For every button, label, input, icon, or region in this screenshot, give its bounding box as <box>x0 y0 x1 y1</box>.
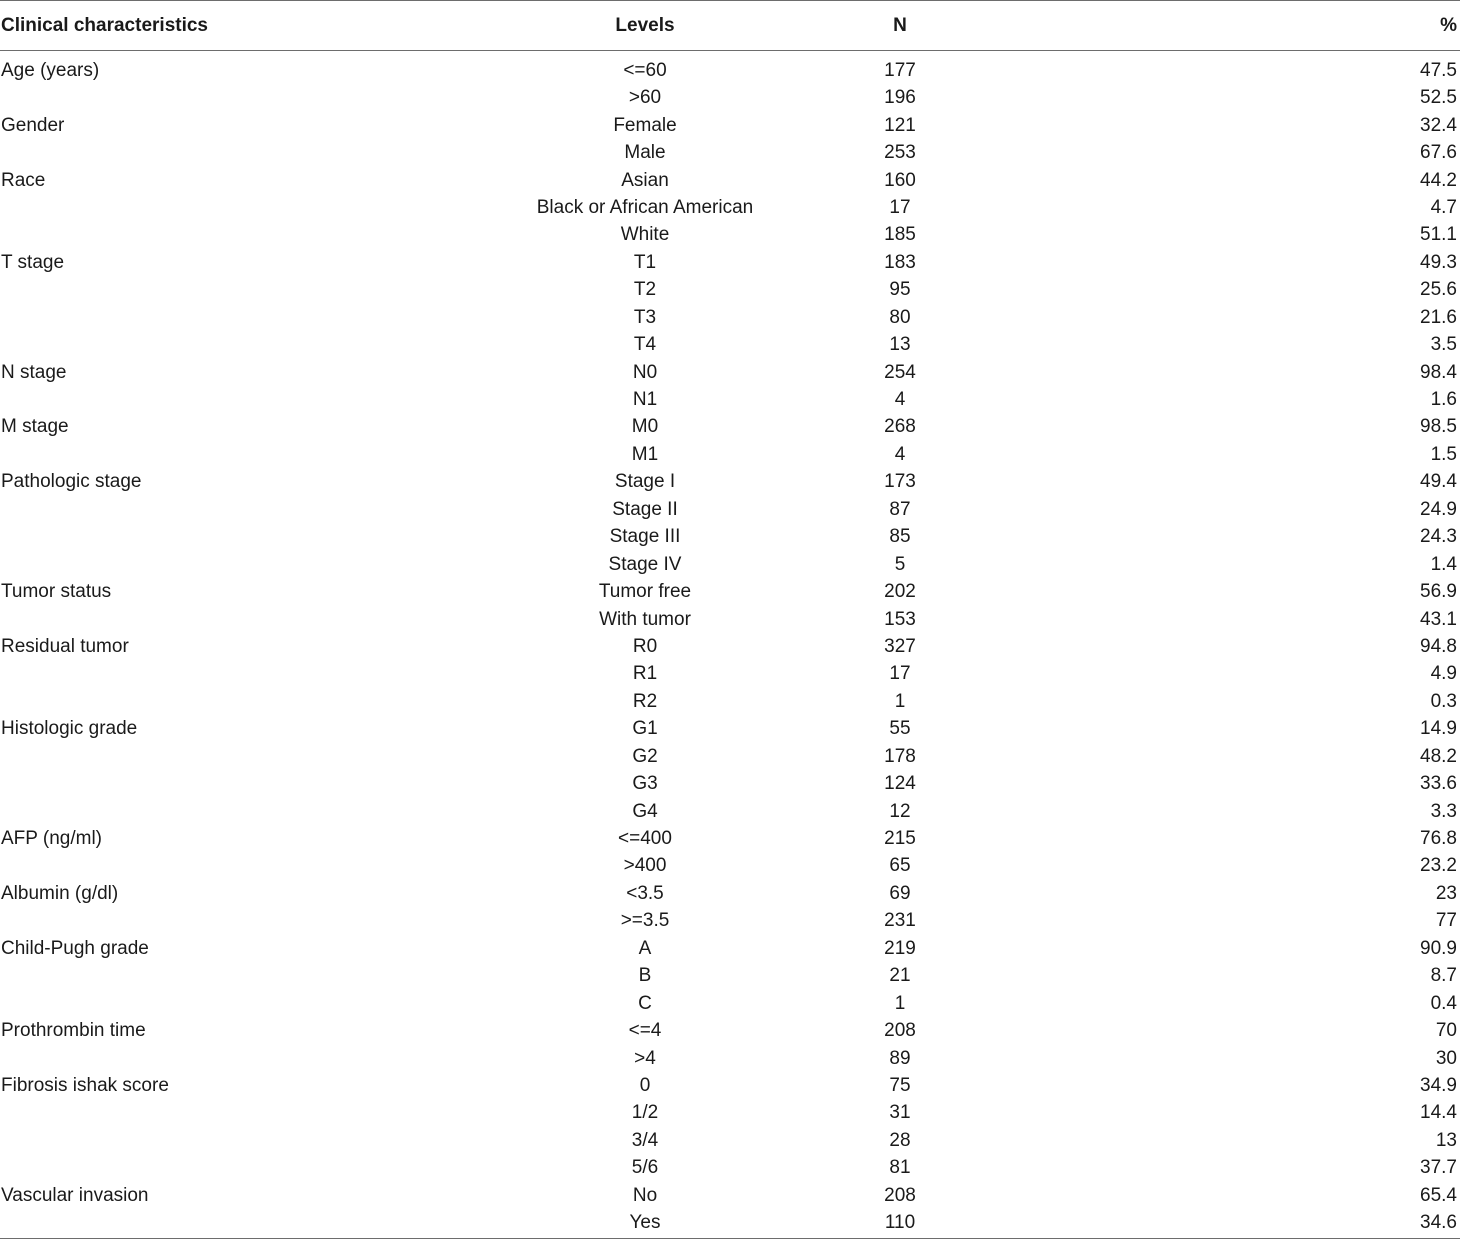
cell-n: 5 <box>894 553 906 575</box>
table-row <box>0 825 1460 852</box>
cell-n: 28 <box>889 1129 911 1151</box>
cell-characteristic: Age (years) <box>1 60 100 81</box>
cell-n: 4 <box>894 389 906 411</box>
cell-level: With tumor <box>599 608 691 630</box>
cell-characteristic: M stage <box>1 416 69 438</box>
cell-characteristic: Residual tumor <box>1 635 129 657</box>
cell-n: 65 <box>889 855 911 877</box>
table-row <box>0 194 1460 221</box>
cell-n: 160 <box>884 169 916 191</box>
cell-n: 183 <box>884 251 916 273</box>
cell-level: <=60 <box>623 60 667 81</box>
cell-n: 215 <box>884 828 916 850</box>
cell-characteristic: Albumin (g/dl) <box>1 882 119 904</box>
table-row <box>0 935 1460 962</box>
cell-percent: 34.9 <box>1420 1074 1457 1096</box>
table-row <box>0 660 1460 687</box>
cell-level: <3.5 <box>626 882 664 904</box>
cell-level: N0 <box>632 361 658 383</box>
cell-percent: 32.4 <box>1420 114 1457 136</box>
cell-percent: 90.9 <box>1420 937 1457 959</box>
cell-percent: 1.5 <box>1430 443 1457 465</box>
cell-n: 87 <box>889 498 911 520</box>
cell-level: G2 <box>632 745 658 767</box>
cell-level: Tumor free <box>598 581 692 603</box>
cell-level: T2 <box>633 279 657 301</box>
cell-level: Stage IV <box>608 553 682 575</box>
cell-characteristic: Pathologic stage <box>1 471 142 493</box>
cell-percent: 76.8 <box>1420 828 1457 850</box>
cell-n: 254 <box>884 361 916 383</box>
cell-characteristic <box>0 523 460 550</box>
cell-percent: 52.5 <box>1420 87 1457 109</box>
table-row <box>0 989 1460 1016</box>
cell-n: 219 <box>884 937 916 959</box>
cell-n: 110 <box>830 1209 970 1239</box>
cell-level: C <box>638 992 652 1014</box>
cell-percent: 14.9 <box>1420 718 1457 740</box>
cell-percent: 98.5 <box>1420 416 1457 438</box>
cell-n: 208 <box>884 1184 916 1206</box>
table-row <box>0 413 1460 440</box>
header-clinical-characteristics: Clinical characteristics <box>0 1 460 51</box>
cell-characteristic <box>0 907 460 934</box>
cell-n: 69 <box>889 882 911 904</box>
table-row <box>0 386 1460 413</box>
cell-percent: 8.7 <box>1430 965 1457 987</box>
header-percent: % <box>970 1 1460 51</box>
cell-characteristic <box>0 194 460 221</box>
cell-n: 121 <box>884 114 916 136</box>
cell-n: 12 <box>889 800 911 822</box>
cell-percent: 43.1 <box>1420 608 1457 630</box>
cell-level: 5/6 <box>631 1157 659 1179</box>
table-row <box>0 166 1460 193</box>
cell-n: 17 <box>889 196 911 218</box>
cell-characteristic <box>0 989 460 1016</box>
cell-percent: 4.9 <box>1430 663 1457 685</box>
cell-level: Asian <box>621 169 669 191</box>
header-row <box>0 1 1460 51</box>
cell-characteristic <box>0 1209 460 1239</box>
table-row <box>0 1127 1460 1154</box>
cell-percent: 21.6 <box>1420 306 1457 328</box>
cell-n: 13 <box>889 334 911 356</box>
cell-percent: 24.9 <box>1420 498 1457 520</box>
cell-n: 177 <box>884 60 916 81</box>
cell-percent: 67.6 <box>1420 142 1457 164</box>
table-row <box>0 304 1460 331</box>
table-header <box>0 1 1460 51</box>
cell-n: 1 <box>894 992 906 1014</box>
cell-level: T3 <box>633 306 657 328</box>
table-row <box>0 249 1460 276</box>
cell-percent: 98.4 <box>1420 361 1457 383</box>
cell-percent: 0.3 <box>1430 690 1457 712</box>
table-row <box>0 688 1460 715</box>
cell-percent: 65.4 <box>1420 1184 1457 1206</box>
cell-percent: 47.5 <box>1420 60 1457 81</box>
cell-percent: 44.2 <box>1420 169 1457 191</box>
cell-characteristic <box>0 441 460 468</box>
table-row <box>0 221 1460 248</box>
cell-n: 17 <box>889 663 911 685</box>
cell-n: 31 <box>889 1102 911 1124</box>
cell-level: A <box>638 937 652 959</box>
cell-level: 1/2 <box>631 1102 659 1124</box>
cell-characteristic <box>0 660 460 687</box>
table-row <box>0 441 1460 468</box>
cell-n: 327 <box>884 635 916 657</box>
cell-percent: 30 <box>1435 1047 1457 1069</box>
table-row <box>0 468 1460 495</box>
table-row <box>0 276 1460 303</box>
cell-characteristic <box>0 276 460 303</box>
cell-level: Stage III <box>609 526 681 548</box>
cell-n: 21 <box>889 965 911 987</box>
cell-n: 85 <box>889 526 911 548</box>
table-row <box>0 1209 1460 1239</box>
cell-percent: 49.4 <box>1420 471 1457 493</box>
table-row <box>0 880 1460 907</box>
cell-level: 3/4 <box>631 1129 659 1151</box>
cell-n: 231 <box>884 910 916 932</box>
table-row <box>0 907 1460 934</box>
cell-n: 4 <box>894 443 906 465</box>
cell-level: B <box>638 965 652 987</box>
table-row <box>0 1044 1460 1071</box>
cell-characteristic: Tumor status <box>1 581 112 603</box>
cell-characteristic <box>0 1154 460 1181</box>
cell-level: G3 <box>632 773 658 795</box>
table-row <box>0 496 1460 523</box>
cell-characteristic: Race <box>1 169 46 191</box>
header-levels: Levels <box>460 1 830 51</box>
cell-level: G1 <box>632 718 658 740</box>
cell-characteristic <box>0 1044 460 1071</box>
table-body <box>0 51 1460 1239</box>
cell-level: M0 <box>631 416 659 438</box>
cell-percent: 3.5 <box>1430 334 1457 356</box>
cell-n: 185 <box>884 224 916 246</box>
cell-level: G4 <box>632 800 658 822</box>
cell-n: 124 <box>884 773 916 795</box>
cell-characteristic: Child-Pugh grade <box>1 937 149 959</box>
cell-n: 208 <box>884 1020 916 1042</box>
cell-level: <=400 <box>618 828 672 850</box>
cell-percent: 25.6 <box>1420 279 1457 301</box>
table-row <box>0 1017 1460 1044</box>
cell-n: 55 <box>889 718 911 740</box>
cell-characteristic: T stage <box>1 251 65 273</box>
cell-level: <=4 <box>628 1020 662 1042</box>
cell-level: N1 <box>632 389 658 411</box>
cell-percent: 70 <box>1435 1020 1457 1042</box>
cell-characteristic <box>0 852 460 879</box>
cell-n: 153 <box>884 608 916 630</box>
cell-level: T4 <box>633 334 657 356</box>
cell-level: >=3.5 <box>620 910 670 932</box>
cell-percent: 4.7 <box>1430 196 1457 218</box>
cell-percent: 13 <box>1435 1129 1457 1151</box>
cell-percent: 23.2 <box>1420 855 1457 877</box>
cell-characteristic <box>0 1127 460 1154</box>
cell-n: 268 <box>884 416 916 438</box>
cell-characteristic <box>0 743 460 770</box>
cell-characteristic: N stage <box>1 361 67 383</box>
cell-percent: 37.7 <box>1420 1157 1457 1179</box>
cell-n: 202 <box>884 581 916 603</box>
table-row <box>0 633 1460 660</box>
cell-level: >60 <box>628 87 662 109</box>
cell-characteristic <box>0 770 460 797</box>
table-row <box>0 331 1460 358</box>
cell-n: 75 <box>889 1074 911 1096</box>
table-row <box>0 1099 1460 1126</box>
cell-level: T1 <box>633 251 657 273</box>
cell-percent: 0.4 <box>1430 992 1457 1014</box>
cell-percent: 94.8 <box>1420 635 1457 657</box>
cell-level: Stage II <box>612 498 678 520</box>
cell-n: 178 <box>884 745 916 767</box>
cell-level: Stage I <box>614 471 676 493</box>
cell-level: R2 <box>632 690 658 712</box>
cell-percent: 24.3 <box>1420 526 1457 548</box>
cell-level: M1 <box>631 443 659 465</box>
table-row <box>0 550 1460 577</box>
cell-n: 95 <box>889 279 911 301</box>
table-row <box>0 578 1460 605</box>
cell-n: 89 <box>889 1047 911 1069</box>
cell-level: Female <box>613 114 677 136</box>
cell-level: >400 <box>623 855 667 877</box>
cell-characteristic: Prothrombin time <box>1 1020 146 1042</box>
cell-characteristic <box>0 605 460 632</box>
cell-characteristic <box>0 386 460 413</box>
table-row <box>0 139 1460 166</box>
cell-characteristic <box>0 139 460 166</box>
table-row <box>0 715 1460 742</box>
table-row <box>0 962 1460 989</box>
cell-characteristic <box>0 331 460 358</box>
cell-level: R0 <box>632 635 658 657</box>
cell-characteristic <box>0 688 460 715</box>
cell-n: 173 <box>884 471 916 493</box>
table-row <box>0 111 1460 138</box>
cell-percent: 56.9 <box>1420 581 1457 603</box>
cell-characteristic <box>0 962 460 989</box>
cell-percent: 77 <box>1435 910 1457 932</box>
cell-n: 253 <box>884 142 916 164</box>
table-row <box>0 797 1460 824</box>
cell-percent: 1.4 <box>1430 553 1457 575</box>
table-row <box>0 523 1460 550</box>
cell-level: Male <box>624 142 666 164</box>
cell-level: 0 <box>639 1074 651 1096</box>
cell-characteristic <box>0 496 460 523</box>
cell-percent: 49.3 <box>1420 251 1457 273</box>
cell-level: No <box>632 1184 658 1206</box>
cell-characteristic <box>0 304 460 331</box>
cell-characteristic: AFP (ng/ml) <box>1 828 103 850</box>
cell-percent: 51.1 <box>1420 224 1457 246</box>
table-row <box>0 770 1460 797</box>
cell-percent: 48.2 <box>1420 745 1457 767</box>
table-row <box>0 743 1460 770</box>
cell-level: >4 <box>634 1047 656 1069</box>
cell-percent: 14.4 <box>1420 1102 1457 1124</box>
table-row <box>0 852 1460 879</box>
cell-level: Black or African American <box>536 196 754 218</box>
cell-percent: 3.3 <box>1430 800 1457 822</box>
table-row <box>0 84 1460 111</box>
cell-percent: 33.6 <box>1420 773 1457 795</box>
cell-characteristic <box>0 221 460 248</box>
cell-characteristic: Gender <box>1 114 65 136</box>
cell-characteristic: Vascular invasion <box>1 1184 149 1206</box>
cell-percent: 1.6 <box>1430 389 1457 411</box>
table-row <box>0 1072 1460 1099</box>
cell-level: Yes <box>460 1209 830 1239</box>
cell-n: 81 <box>889 1157 911 1179</box>
cell-characteristic <box>0 550 460 577</box>
cell-n: 196 <box>884 87 916 109</box>
cell-characteristic: Histologic grade <box>1 718 138 740</box>
table-row <box>0 51 1460 85</box>
cell-characteristic <box>0 797 460 824</box>
cell-percent: 34.6 <box>970 1209 1460 1239</box>
header-n: N <box>830 1 970 51</box>
cell-level: R1 <box>632 663 658 685</box>
table-row <box>0 358 1460 385</box>
cell-level: White <box>620 224 670 246</box>
table-row <box>0 1182 1460 1209</box>
table-row <box>0 605 1460 632</box>
cell-percent: 23 <box>1435 882 1457 904</box>
cell-characteristic <box>0 84 460 111</box>
cell-n: 80 <box>889 306 911 328</box>
cell-n: 1 <box>894 690 906 712</box>
cell-characteristic: Fibrosis ishak score <box>1 1074 169 1096</box>
cell-characteristic <box>0 1099 460 1126</box>
table-row <box>0 1154 1460 1181</box>
